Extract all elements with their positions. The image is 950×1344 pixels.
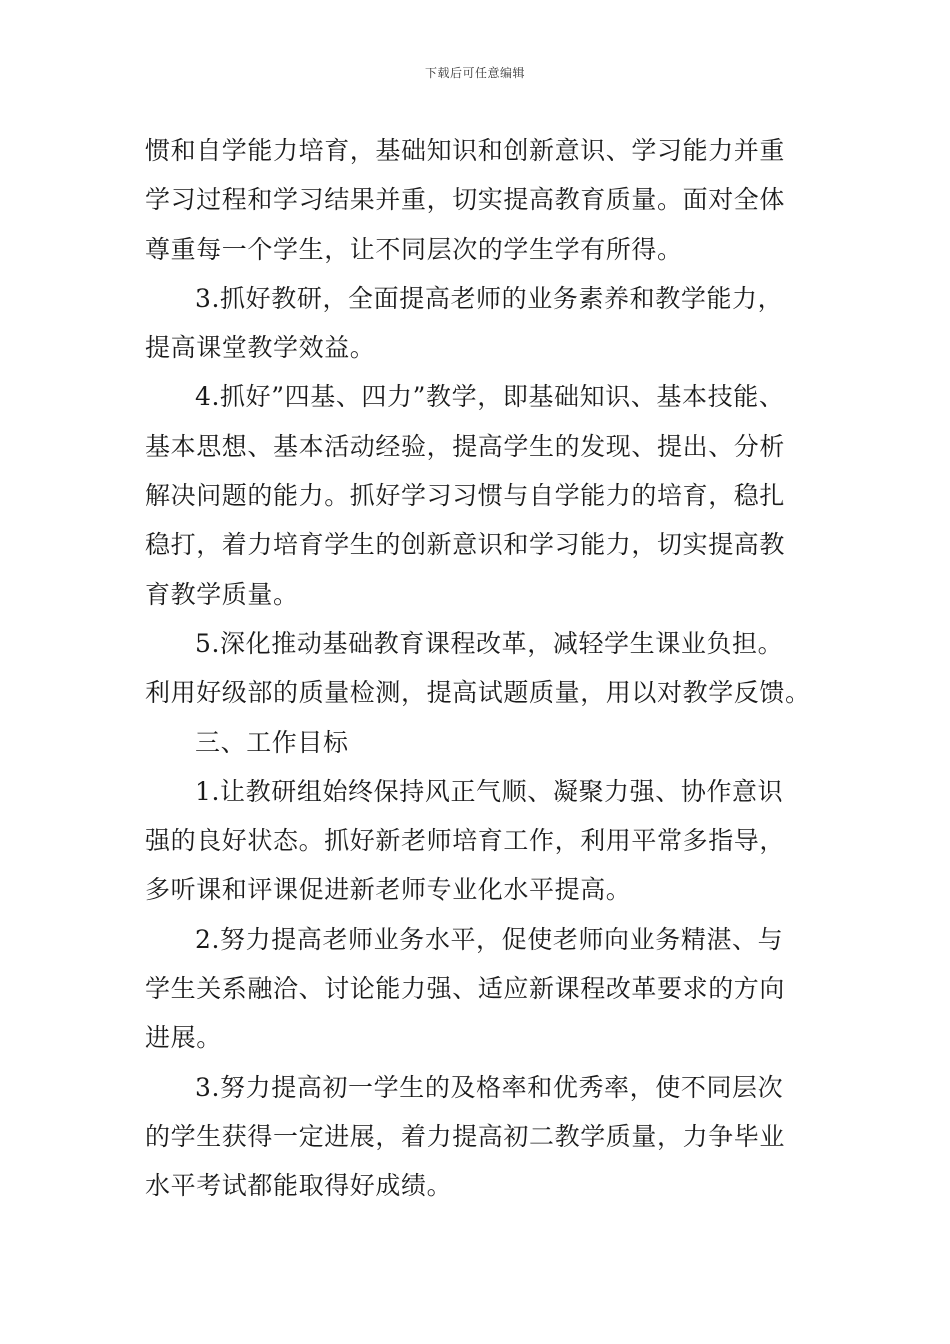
text-line: 惯和自学能力培育，基础知识和创新意识、学习能力并重 [145,136,786,165]
text-line: 3.努力提高初一学生的及格率和优秀率，使不同层次 [195,1072,784,1102]
page-header: 下载后可任意编辑 [424,66,525,80]
text-line: 学生关系融洽、讨论能力强、适应新课程改革要求的方向 [145,974,786,1004]
text-line: 稳打，着力培育学生的创新意识和学习能力，切实提高教 [145,530,786,560]
text-line: 进展。 [145,1023,222,1053]
text-line: 学习过程和学习结果并重，切实提高教育质量。面对全体 [145,185,786,215]
text-line: 1.让教研组始终保持风正气顺、凝聚力强、协作意识 [195,776,784,806]
text-line: 多听课和评课促进新老师专业化水平提高。 [145,875,632,905]
text-line: 水平考试都能取得好成绩。 [145,1171,453,1201]
text-line: 5.深化推动基础教育课程改革，减轻学生课业负担。 [195,628,784,658]
text-line: 4.抓好”四基、四力”教学，即基础知识、基本技能、 [195,382,785,412]
text-line: 提高课堂教学效益。 [145,333,376,363]
text-line: 尊重每一个学生，让不同层次的学生学有所得。 [145,234,683,264]
section-heading: 三、工作目标 [195,727,349,757]
text-line: 解决问题的能力。抓好学习习惯与自学能力的培育，稳扎 [145,481,786,511]
text-line: 强的良好状态。抓好新老师培育工作，利用平常多指导， [145,826,786,856]
document-body [145,126,825,1211]
text-line: 2.努力提高老师业务水平，促使老师向业务精湛、与 [195,924,784,954]
text-line: 育教学质量。 [145,579,299,609]
text-line: 基本思想、基本活动经验，提高学生的发现、提出、分析 [145,431,786,461]
text-line: 的学生获得一定进展，着力提高初二教学质量，力争毕业 [145,1121,786,1151]
text-line: 3.抓好教研，全面提高老师的业务素养和教学能力， [195,283,784,313]
text-line: 利用好级部的质量检测，提高试题质量，用以对教学反馈。 [145,678,811,708]
